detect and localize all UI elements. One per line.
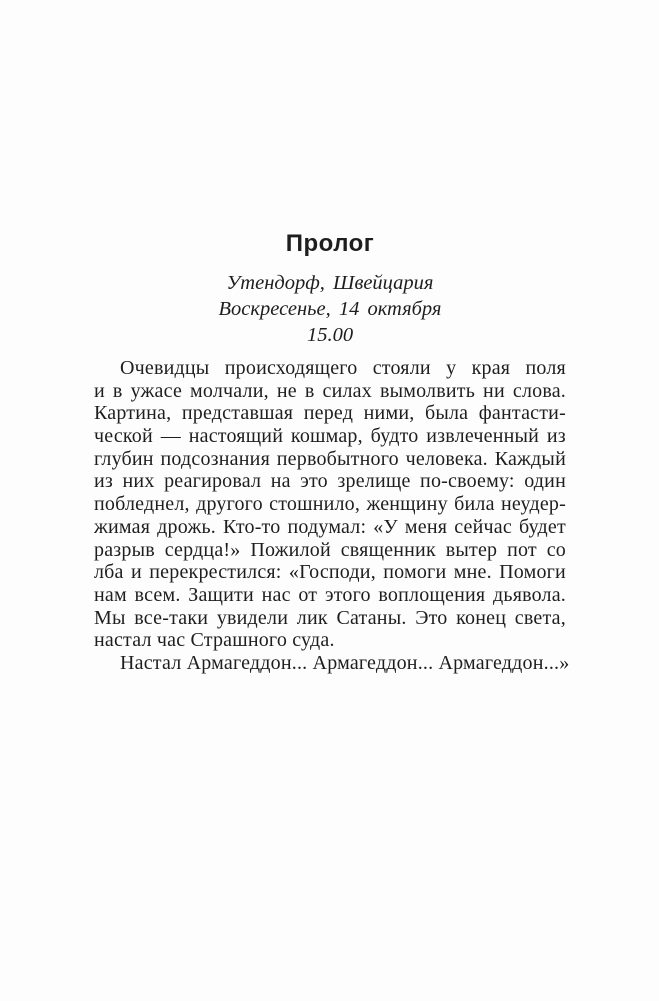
body-line: и в ужасе молчали, не в силах вымолвить ни слова. [94, 379, 566, 402]
body-line: настал час Страшного суда. [94, 629, 335, 652]
body-line: лба и перекрестился: «Господи, помоги мне. Помоги [94, 561, 566, 584]
body-line: ческой — настоящий кошмар, будто извлеченный из [94, 425, 566, 448]
body-line: нам всем. Защити нас от этого воплощения дьявола. [94, 583, 566, 606]
body-line: Картина, представшая перед ними, была фантасти- [94, 402, 566, 425]
dateline-line: 15.00 [306, 324, 354, 346]
body-line: разрыв сердца!» Пожилой священник вытер пот со [94, 538, 566, 561]
body-text [94, 357, 570, 675]
dateline-line: Утендорф, Швейцария [226, 272, 434, 294]
chapter-title: Пролог [285, 230, 375, 257]
body-line: побледнел, другого стошнило, женщину била неудер- [94, 493, 566, 516]
body-line: глубин подсознания первобытного человека. Каждый [94, 447, 566, 470]
dateline-line: Воскресенье, 14 октября [218, 298, 442, 320]
body-line: жимая дрожь. Кто-то подумал: «У меня сейчас будет [94, 515, 566, 538]
body-line: из них реагировал на это зрелище по-своему: один [94, 470, 566, 493]
dateline [94, 270, 566, 348]
body-line: Очевидцы происходящего стояли у края поля [120, 357, 566, 379]
body-line: Настал Армагеддон... Армагеддон... Армагеддон...» [120, 651, 570, 674]
body-line: Мы все-таки увидели лик Сатаны. Это конец света, [94, 606, 566, 629]
